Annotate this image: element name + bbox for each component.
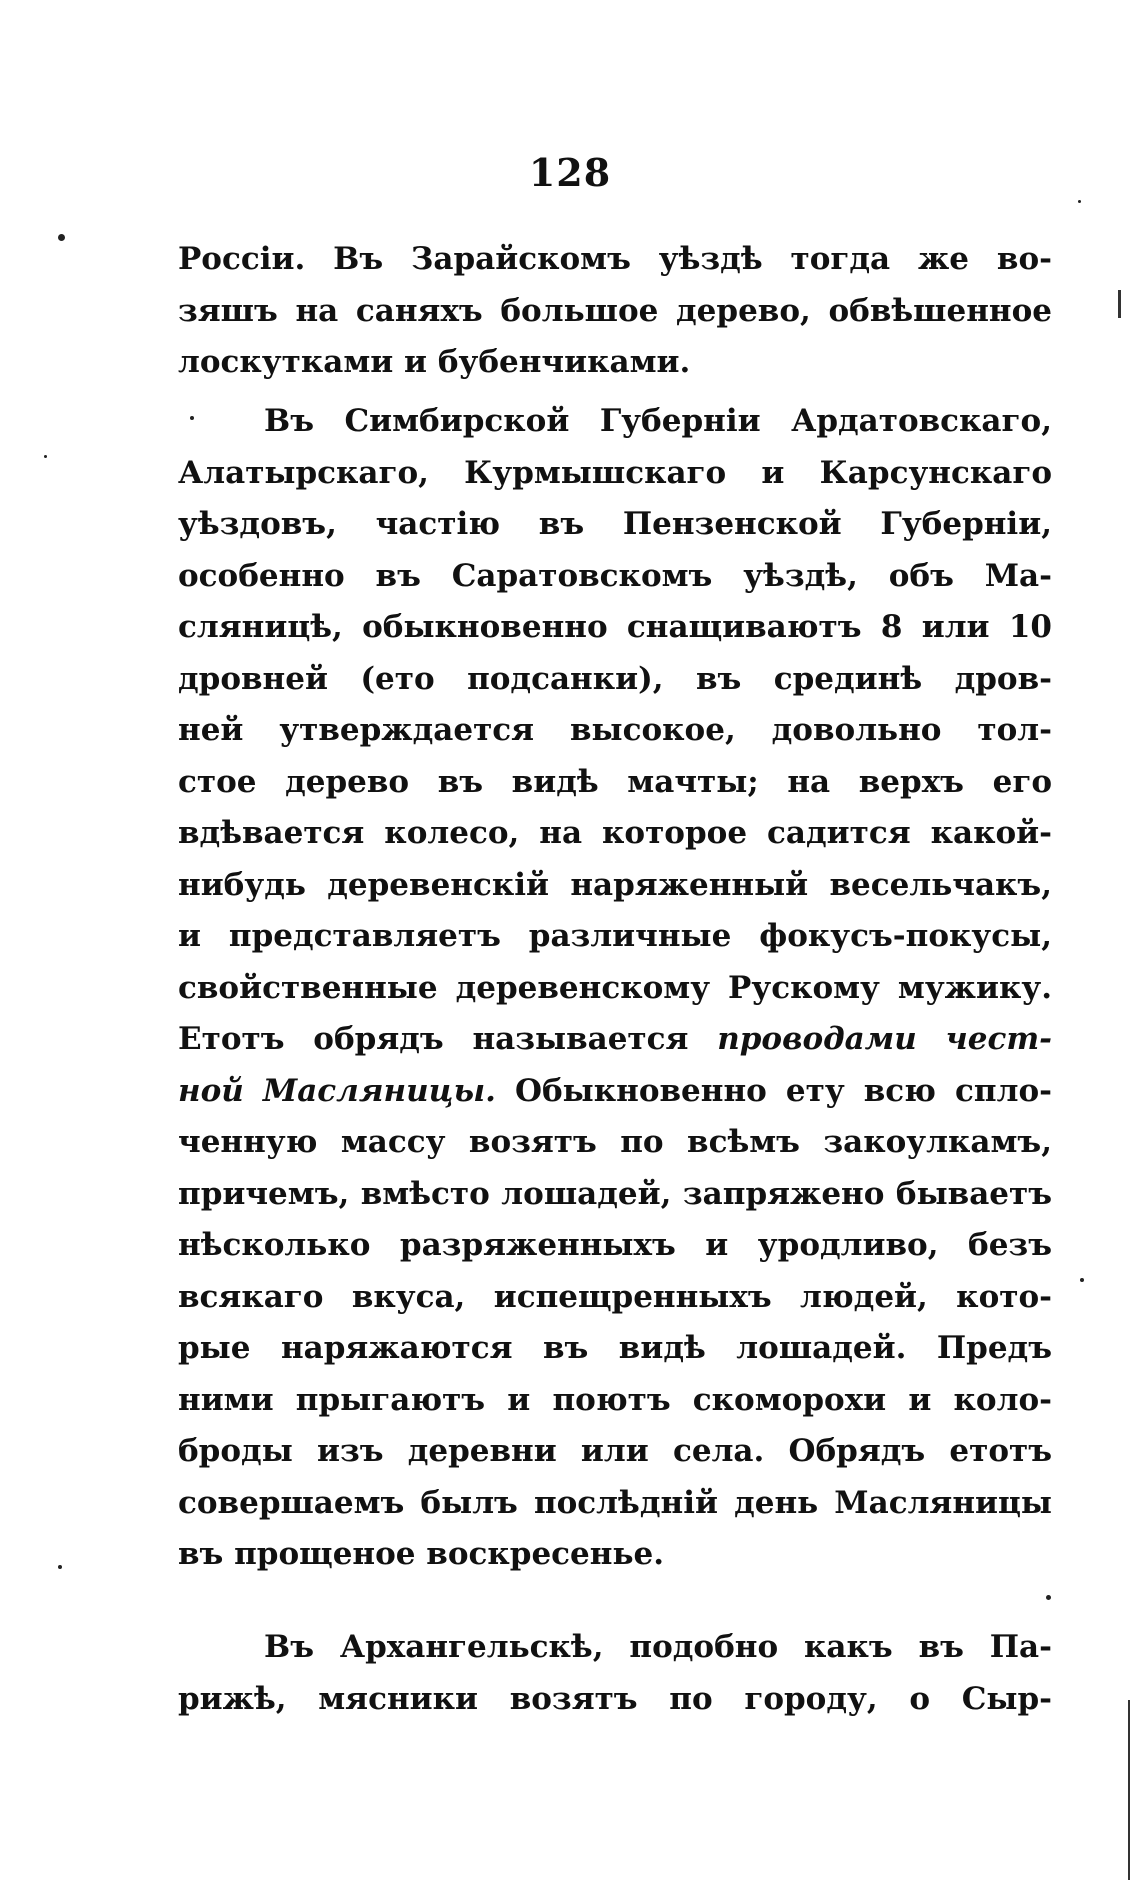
- text-run: Етотъ обрядъ называется: [178, 1021, 718, 1057]
- text-line: ними прыгаютъ и поютъ скоморохи и коло-: [178, 1381, 1052, 1418]
- text-line-mixed: [178, 1066, 1052, 1118]
- text-line: рые наряжаются въ видѣ лошадей. Предъ: [178, 1330, 1052, 1366]
- paragraph-1: [178, 234, 1052, 389]
- text-line: нибудь деревенскій наряженный весельчакъ,: [178, 866, 1052, 903]
- text-line: броды изъ деревни или села. Обрядъ етотъ: [178, 1433, 1052, 1469]
- text-line: лоскутками и бубенчиками.: [178, 344, 691, 380]
- text-line: въ прощеное воскресенье.: [178, 1536, 665, 1572]
- text-line: Россіи. Въ Зарайскомъ уѣздѣ тогда же во-: [178, 241, 1052, 277]
- text-line: Въ Архангельскѣ, подобно какъ въ Па-: [264, 1629, 1052, 1665]
- margin-mark: [1118, 290, 1121, 318]
- text-line: Въ Симбирской Губерніи Ардатовскаго,: [264, 403, 1052, 439]
- page-number: 128: [528, 150, 612, 195]
- text-line: сляницѣ, обыкновенно снащиваютъ 8 или 10: [178, 609, 1052, 645]
- scan-speck: [1078, 200, 1081, 203]
- scan-speck: [190, 416, 194, 420]
- text-line: причемъ, вмѣсто лошадей, запряжено бываетъ: [178, 1175, 1052, 1212]
- text-line: всякаго вкуса, испещренныхъ людей, кото-: [178, 1278, 1052, 1315]
- text-line: уѣздовъ, частію въ Пензенской Губерніи,: [178, 506, 1052, 542]
- text-line-mixed: [178, 1014, 1052, 1066]
- text-line: вдѣвается колесо, на которое садится какой-: [178, 815, 1052, 851]
- text-run: Обыкновенно ету всю спло-: [495, 1072, 1052, 1109]
- paragraph-2: [178, 396, 1052, 1581]
- text-line: дровней (ето подсанки), въ срединѣ дров-: [178, 660, 1052, 697]
- scan-speck: [1080, 1278, 1084, 1282]
- text-line: зяшъ на саняхъ большое дерево, обвѣшенное: [178, 292, 1052, 329]
- text-line: стое дерево въ видѣ мачты; на верхъ его: [178, 763, 1052, 800]
- scan-speck: [44, 455, 47, 458]
- text-line: ней утверждается высокое, довольно тол-: [178, 712, 1052, 748]
- text-line: совершаемъ былъ послѣдній день Масляницы: [178, 1484, 1052, 1521]
- text-line: ченную массу возятъ по всѣмъ закоулкамъ,: [178, 1124, 1052, 1160]
- italic-phrase: ной Масляницы.: [178, 1072, 496, 1109]
- text-line: и представляетъ различные фокусъ-покусы,: [178, 918, 1052, 954]
- paragraph-3: [178, 1622, 1052, 1725]
- text-line: свойственные деревенскому Рускому мужику.: [178, 969, 1052, 1006]
- scan-speck: [1046, 1595, 1051, 1600]
- scan-speck: [58, 1565, 62, 1569]
- scan-speck: [58, 234, 65, 241]
- text-line: особенно въ Саратовскомъ уѣздѣ, объ Ма-: [178, 557, 1052, 594]
- italic-phrase: проводами чест-: [717, 1021, 1052, 1057]
- text-line: нѣсколько разряженныхъ и уродливо, безъ: [178, 1227, 1052, 1263]
- text-line: Алатырскаго, Курмышскаго и Карсунскаго: [178, 454, 1052, 491]
- text-line: рижѣ, мясники возятъ по городу, о Сыр-: [178, 1680, 1052, 1717]
- margin-mark: [1128, 1700, 1130, 1880]
